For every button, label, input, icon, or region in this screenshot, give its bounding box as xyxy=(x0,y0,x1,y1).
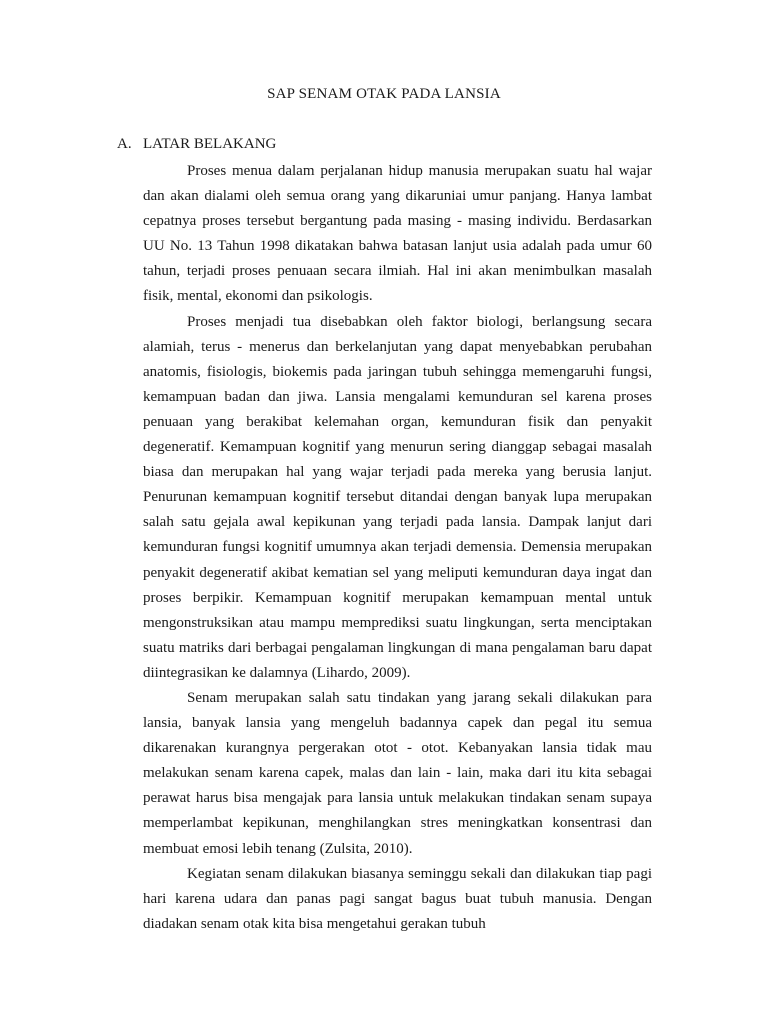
section-heading-text: LATAR BELAKANG xyxy=(143,136,277,152)
paragraph-3: Senam merupakan salah satu tindakan yang jarang sekali dilakukan para lansia, banyak lansia yang mengeluh badannya capek dan pegal itu semua dikarenakan kurangnya pergerakan otot - otot. Kebanyakan lansia tidak mau melakukan senam karena capek, malas dan lain - lain, maka dari itu kita sebagai perawat harus bisa mengajak para lansia untuk melakukan tindakan senam supaya memperlambat kepikunan, menghilangkan stres meningkatkan konsentrasi dan membuat emosi lebih tenang (Zulsita, 2010). xyxy=(143,689,652,857)
paragraph-4: Kegiatan senam dilakukan biasanya seminggu sekali dan dilakukan tiap pagi hari karena udara dan panas pagi sangat bagus buat tubuh manusia. Dengan diadakan senam otak kita bisa mengetahui gerakan tubuh xyxy=(143,865,652,932)
section-heading xyxy=(117,136,276,153)
document-title: SAP SENAM OTAK PADA LANSIA xyxy=(267,86,501,102)
paragraph-2: Proses menjadi tua disebabkan oleh faktor biologi, berlangsung secara alamiah, terus - menerus dan berkelanjutan yang dapat menyebabkan perubahan anatomis, fisiologis, biokemis pada jaringan tubuh sehingga memengaruhi fungsi, kemampuan badan dan jiwa. Lansia mengalami kemunduran sel karena proses penuaan yang berakibat kelemahan organ, kemunduran fisik dan penyakit degeneratif. Kemampuan kognitif yang menurun sering dianggap sebagai masalah biasa dan merupakan hal yang wajar terjadi pada mereka yang berusia lanjut. Penurunan kemampuan kognitif tersebut ditandai dengan banyak lupa merupakan salah satu gejala awal kepikunan yang terjadi pada lansia. Dampak lanjut dari kemunduran fungsi kognitif umumnya akan terjadi demensia. Demensia merupakan penyakit degeneratif akibat kematian sel yang meliputi kemunduran daya ingat dan proses berpikir. Kemampuan kognitif merupakan kemampuan mental untuk mengonstruksikan atau mampu memprediksi suatu lingkungan, serta menciptakan suatu matriks dari berbagai pengalaman lingkungan di mana pengalaman baru dapat diintegrasikan ke dalamnya (Lihardo, 2009). xyxy=(143,313,652,681)
paragraph-1: Proses menua dalam perjalanan hidup manusia merupakan suatu hal wajar dan akan dialami oleh semua orang yang dikaruniai umur panjang. Hanya lambat cepatnya proses tersebut bergantung pada masing - masing individu. Berdasarkan UU No. 13 Tahun 1998 dikatakan bahwa batasan lanjut usia adalah pada umur 60 tahun, terjadi proses penuaan secara ilmiah. Hal ini akan menimbulkan masalah fisik, mental, ekonomi dan psikologis. xyxy=(143,163,652,305)
section-body xyxy=(143,159,652,937)
section-number: A. xyxy=(117,136,132,152)
